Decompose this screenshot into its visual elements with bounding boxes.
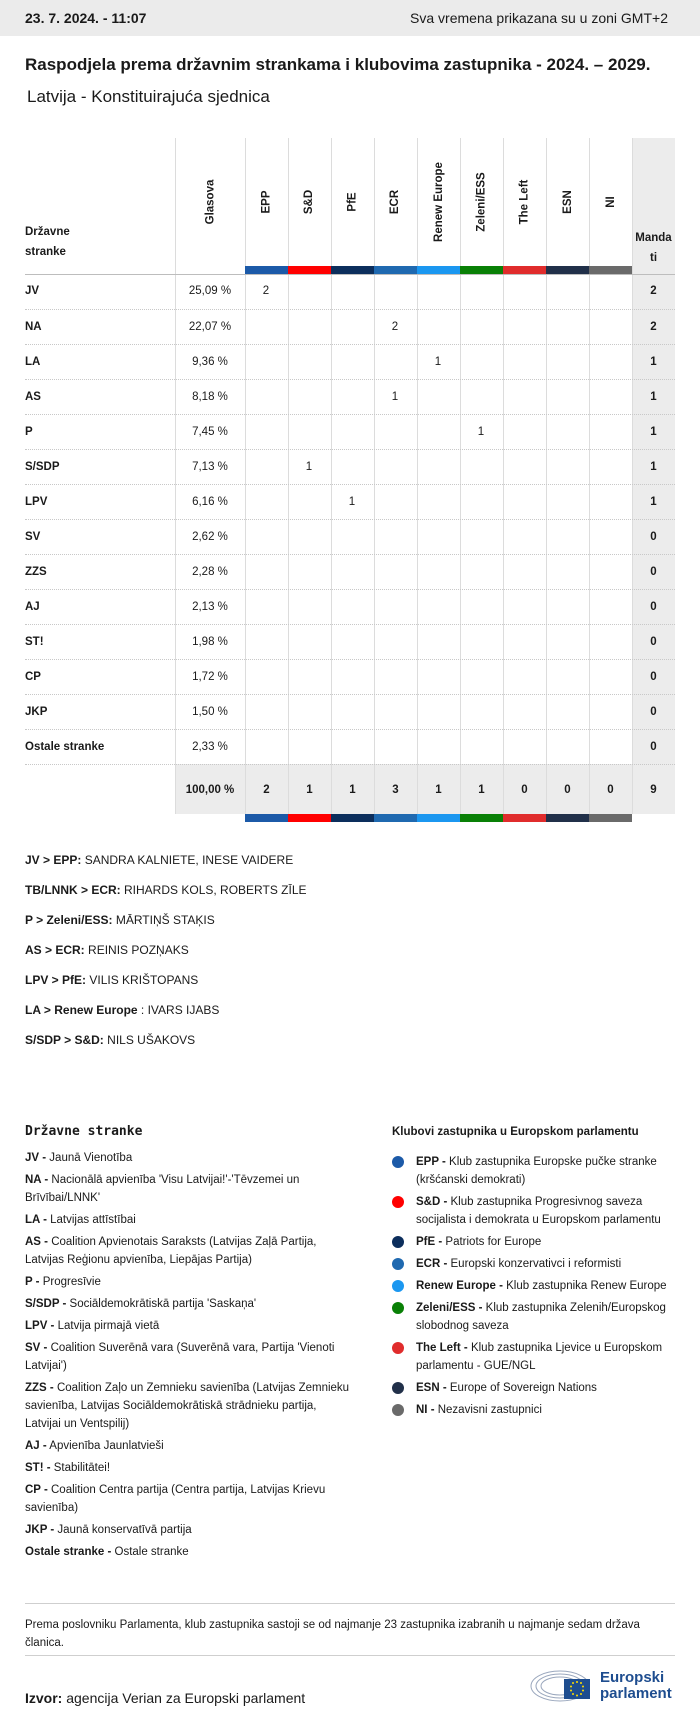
group-legend-item [392, 1401, 677, 1419]
group-header [503, 138, 546, 266]
group-legend-text [416, 1233, 541, 1251]
table-row [25, 274, 675, 309]
mep-entry [25, 852, 307, 882]
party-legend-abbr: JKP - [25, 1524, 55, 1536]
party-legend-name: Nacionālā apvienība 'Visu Latvijai!'-'Tēvzemei un Brīvībai/LNNK' [25, 1174, 300, 1204]
group-legend-name: Europe of Sovereign Nations [449, 1382, 597, 1394]
party-legend-item [25, 1521, 355, 1539]
mep-entry [25, 912, 307, 942]
group-legend-abbr: EPP - [416, 1156, 446, 1168]
mep-names: RIHARDS KOLS, ROBERTS ZĪLE [124, 883, 307, 897]
group-header [245, 138, 288, 266]
group-legend-abbr: Renew Europe - [416, 1280, 503, 1292]
mep-affiliation: LA > Renew Europe [25, 1003, 138, 1017]
mep-entry [25, 882, 307, 912]
party-legend-name: Coalition Apvienotais Saraksts (Latvijas Zaļā Partija, Latvijas Reģionu apvienība, Liepājas Partija) [25, 1236, 317, 1266]
party-legend-title: Državne stranke [25, 1124, 143, 1139]
table-row [25, 309, 675, 344]
group-legend-item [392, 1153, 677, 1189]
group-header [417, 138, 460, 266]
table-row [25, 729, 675, 764]
group-legend-abbr: S&D - [416, 1196, 448, 1208]
group-color-bar-bottom [417, 814, 460, 822]
party-legend-item [25, 1379, 355, 1433]
party-abbr: LA [25, 356, 41, 368]
group-color-dot-icon [392, 1156, 404, 1168]
group-seat-count: 2 [391, 321, 399, 333]
mep-names: MĀRTIŅŠ STAĶIS [115, 913, 215, 927]
seats-header: Manda ti [635, 232, 672, 264]
party-legend-item [25, 1233, 355, 1269]
group-legend-abbr: NI - [416, 1404, 435, 1416]
vote-share: 25,09 % [188, 285, 232, 297]
party-legend-item [25, 1273, 355, 1291]
group-color-bar [288, 266, 331, 274]
total-seats: 9 [650, 784, 657, 796]
ep-logo-icon [530, 1667, 596, 1705]
group-legend-text [416, 1379, 597, 1397]
mep-names: REINIS POZŅAKS [88, 943, 189, 957]
party-legend-name: Stabilitātei! [53, 1462, 111, 1474]
group-color-bar-bottom [288, 814, 331, 822]
group-legend-item [392, 1193, 677, 1229]
party-legend-abbr: S/SDP - [25, 1298, 67, 1310]
group-total: 1 [478, 784, 485, 796]
group-legend-name: Klub zastupnika Renew Europe [506, 1280, 667, 1292]
group-color-dot-icon [392, 1382, 404, 1394]
party-abbr: JKP [25, 706, 48, 718]
vote-share: 9,36 % [192, 356, 228, 368]
timezone-note: Sva vremena prikazana su u zoni GMT+2 [410, 10, 668, 26]
party-abbr: AJ [25, 601, 40, 613]
party-abbr: JV [25, 285, 40, 297]
group-total: 0 [521, 784, 528, 796]
party-legend-abbr: AS - [25, 1236, 48, 1248]
logo-line2: parlament [600, 1685, 672, 1702]
party-legend-item [25, 1481, 355, 1517]
party-legend-abbr: CP - [25, 1484, 48, 1496]
party-legend-abbr: Ostale stranke - [25, 1546, 112, 1558]
group-legend-text [416, 1299, 677, 1335]
group-total: 0 [564, 784, 571, 796]
group-legend-title: Klubovi zastupnika u Europskom parlamentu [392, 1126, 639, 1138]
party-legend-item [25, 1459, 355, 1477]
group-seat-count: 1 [348, 496, 356, 508]
group-header [331, 138, 374, 266]
logo-line1: Europski [600, 1669, 665, 1686]
seat-total: 0 [650, 566, 657, 578]
group-legend-abbr: ECR - [416, 1258, 448, 1270]
group-color-bar [245, 266, 288, 274]
group-header-label: Zeleni/ESS [475, 172, 488, 232]
source-text: agencija Verian za Europski parlament [66, 1690, 306, 1706]
party-legend-item [25, 1149, 355, 1167]
vote-share: 8,18 % [192, 391, 228, 403]
group-legend-name: Nezavisni zastupnici [437, 1404, 542, 1416]
group-color-bar [460, 266, 503, 274]
party-legend-abbr: LPV - [25, 1320, 55, 1332]
seat-total: 1 [650, 461, 657, 473]
seat-total: 1 [650, 496, 657, 508]
group-legend-text [416, 1401, 542, 1419]
group-color-bar [589, 266, 632, 274]
group-header-label: NI [604, 196, 617, 208]
group-legend-item [392, 1299, 677, 1335]
footnote: Prema poslovniku Parlamenta, klub zastupnika sastoji se od najmanje 23 zastupnika izabranih u najmanje sedam država članica. [25, 1603, 675, 1656]
page-title: Raspodjela prema državnim strankama i klubovima zastupnika - 2024. – 2029. [25, 55, 651, 74]
group-color-dot-icon [392, 1258, 404, 1270]
mep-names: VILIS KRIŠTOPANS [89, 973, 199, 987]
group-color-bar-bottom [245, 814, 288, 822]
group-legend-name: Klub zastupnika Europske pučke stranke (kršćanski demokrati) [416, 1156, 657, 1186]
vote-share: 22,07 % [188, 321, 232, 333]
party-abbr: NA [25, 321, 42, 333]
party-legend-name: Ostale stranke [114, 1546, 189, 1558]
total-votes: 100,00 % [185, 784, 235, 796]
group-seat-count: 2 [262, 285, 270, 297]
group-legend [392, 1123, 677, 1423]
vote-share: 1,98 % [192, 636, 228, 648]
table-row [25, 659, 675, 694]
group-color-bar-bottom [331, 814, 374, 822]
table-row [25, 519, 675, 554]
group-color-bar [374, 266, 417, 274]
party-legend-name: Coalition Centra partija (Centra partija, Latvijas Krievu savienība) [25, 1484, 326, 1514]
vote-share: 2,33 % [192, 741, 228, 753]
top-bar [0, 0, 700, 36]
group-color-dot-icon [392, 1196, 404, 1208]
party-legend-name: Latvijas attīstībai [50, 1214, 136, 1226]
party-legend [25, 1123, 355, 1565]
group-legend-name: Klub zastupnika Ljevice u Europskom parlamentu - GUE/NGL [416, 1342, 663, 1372]
vote-share: 7,13 % [192, 461, 228, 473]
party-legend-name: Sociāldemokrātiskā partija 'Saskaņa' [69, 1298, 257, 1310]
party-legend-item [25, 1317, 355, 1335]
group-legend-abbr: Zeleni/ESS - [416, 1302, 483, 1314]
party-legend-name: Jaunā Vienotība [49, 1152, 133, 1164]
party-legend-item [25, 1295, 355, 1313]
seat-total: 0 [650, 741, 657, 753]
group-seat-count: 1 [305, 461, 313, 473]
seat-total: 0 [650, 671, 657, 683]
group-total: 2 [263, 784, 270, 796]
group-legend-text [416, 1277, 667, 1295]
group-header [288, 138, 331, 266]
group-header [460, 138, 503, 266]
party-legend-abbr: SV - [25, 1342, 48, 1354]
timestamp: 23. 7. 2024. - 11:07 [25, 10, 147, 26]
group-legend-abbr: PfE - [416, 1236, 443, 1248]
table-row [25, 414, 675, 449]
party-legend-name: Coalition Zaļo un Zemnieku savienība (Latvijas Zemnieku savienība, Latvijas Sociāldemokrātiskā strādnieku partija, Latvijai un Ventspilij) [25, 1382, 350, 1430]
table-row [25, 449, 675, 484]
source-label: Izvor: [25, 1690, 63, 1706]
seat-total: 1 [650, 391, 657, 403]
group-legend-name: Europski konzervativci i reformisti [450, 1258, 622, 1270]
group-legend-name: Klub zastupnika Zelenih/Europskog slobodnog saveza [416, 1302, 666, 1332]
party-legend-name: Jaunā konservatīvā partija [57, 1524, 192, 1536]
group-header-label: ESN [561, 190, 574, 214]
group-color-dot-icon [392, 1280, 404, 1292]
group-total: 1 [349, 784, 356, 796]
seat-total: 2 [650, 321, 657, 333]
party-legend-item [25, 1171, 355, 1207]
group-seat-count: 1 [434, 356, 442, 368]
mep-entry [25, 942, 307, 972]
mep-affiliation: S/SDP > S&D: [25, 1033, 104, 1047]
seat-total: 0 [650, 636, 657, 648]
mep-affiliation: P > Zeleni/ESS: [25, 913, 113, 927]
mep-entry [25, 972, 307, 1002]
party-abbr: S/SDP [25, 461, 60, 473]
group-seat-count: 1 [477, 426, 485, 438]
total-row [25, 764, 675, 814]
group-color-dot-icon [392, 1342, 404, 1354]
party-legend-item [25, 1211, 355, 1229]
results-table [25, 138, 675, 814]
group-color-bar [503, 266, 546, 274]
source [25, 1690, 305, 1706]
party-legend-name: Progresīvie [42, 1276, 101, 1288]
group-color-dot-icon [392, 1236, 404, 1248]
ep-logo [530, 1666, 680, 1706]
group-color-dot-icon [392, 1404, 404, 1416]
party-legend-abbr: ZZS - [25, 1382, 54, 1394]
party-legend-item [25, 1437, 355, 1455]
group-header-label: PfE [346, 192, 359, 212]
seat-total: 2 [650, 285, 657, 297]
table-row [25, 379, 675, 414]
mep-affiliation: AS > ECR: [25, 943, 85, 957]
party-legend-item [25, 1339, 355, 1375]
vote-share: 6,16 % [192, 496, 228, 508]
seat-total: 0 [650, 601, 657, 613]
party-legend-abbr: P - [25, 1276, 40, 1288]
party-legend-name: Coalition Suverēnā vara (Suverēnā vara, Partija 'Vienoti Latvijai') [25, 1342, 335, 1372]
vote-share: 1,72 % [192, 671, 228, 683]
table-row [25, 624, 675, 659]
group-color-bar [417, 266, 460, 274]
party-legend-abbr: NA - [25, 1174, 49, 1186]
group-seat-count: 1 [391, 391, 399, 403]
row-header: Državne stranke [25, 226, 70, 258]
party-legend-item [25, 1543, 355, 1561]
party-abbr: ZZS [25, 566, 47, 578]
seat-total: 0 [650, 706, 657, 718]
mep-names: NILS UŠAKOVS [107, 1033, 196, 1047]
group-total: 3 [392, 784, 399, 796]
mep-affiliation: JV > EPP: [25, 853, 82, 867]
group-header [589, 138, 632, 266]
group-header [546, 138, 589, 266]
votes-header [175, 138, 245, 266]
party-legend-abbr: LA - [25, 1214, 47, 1226]
group-legend-text [416, 1193, 677, 1229]
group-legend-text [416, 1255, 621, 1273]
group-legend-item [392, 1277, 677, 1295]
group-header-label: EPP [260, 190, 273, 214]
vote-share: 1,50 % [192, 706, 228, 718]
vote-share: 2,13 % [192, 601, 228, 613]
group-color-bar-bottom [374, 814, 417, 822]
party-legend-name: Apvienība Jaunlatvieši [49, 1440, 164, 1452]
mep-list [25, 852, 307, 1062]
group-legend-item [392, 1255, 677, 1273]
mep-entry [25, 1032, 307, 1062]
party-abbr: LPV [25, 496, 48, 508]
group-color-bar [546, 266, 589, 274]
party-abbr: Ostale stranke [25, 741, 105, 753]
group-color-dot-icon [392, 1302, 404, 1314]
vote-share: 7,45 % [192, 426, 228, 438]
page-subtitle: Latvija - Konstituirajuća sjednica [27, 87, 270, 106]
party-legend-abbr: JV - [25, 1152, 47, 1164]
vote-share: 2,28 % [192, 566, 228, 578]
group-color-bar-bottom [460, 814, 503, 822]
group-total: 0 [607, 784, 614, 796]
group-legend-abbr: ESN - [416, 1382, 447, 1394]
group-header [374, 138, 417, 266]
group-legend-item [392, 1339, 677, 1375]
mep-names: : IVARS IJABS [140, 1003, 220, 1017]
party-legend-abbr: AJ - [25, 1440, 47, 1452]
mep-entry [25, 1002, 307, 1032]
mep-names: SANDRA KALNIETE, INESE VAIDERE [84, 853, 294, 867]
group-header-label: ECR [389, 189, 402, 215]
party-legend-abbr: ST! - [25, 1462, 51, 1474]
party-abbr: AS [25, 391, 41, 403]
seat-total: 0 [650, 531, 657, 543]
group-legend-text [416, 1339, 677, 1375]
seat-total: 1 [650, 356, 657, 368]
votes-header-label: Glasova [204, 179, 216, 225]
table-row [25, 344, 675, 379]
group-legend-name: Patriots for Europe [445, 1236, 542, 1248]
mep-affiliation: TB/LNNK > ECR: [25, 883, 121, 897]
group-color-bar-bottom [503, 814, 546, 822]
party-legend-name: Latvija pirmajā vietā [57, 1320, 160, 1332]
group-color-bar-bottom [546, 814, 589, 822]
table-row [25, 694, 675, 729]
group-legend-item [392, 1233, 677, 1251]
group-legend-name: Klub zastupnika Progresivnog saveza socijalista i demokrata u Europskom parlamentu [416, 1196, 661, 1226]
table-row [25, 589, 675, 624]
group-legend-text [416, 1153, 677, 1189]
group-color-bar-bottom [589, 814, 632, 822]
group-header-label: Renew Europe [432, 162, 445, 242]
party-abbr: P [25, 426, 33, 438]
group-total: 1 [306, 784, 313, 796]
group-total: 1 [435, 784, 442, 796]
party-abbr: CP [25, 671, 41, 683]
group-header-label: The Left [518, 179, 531, 225]
group-color-bar [331, 266, 374, 274]
party-abbr: ST! [25, 636, 44, 648]
vote-share: 2,62 % [192, 531, 228, 543]
table-row [25, 554, 675, 589]
party-abbr: SV [25, 531, 41, 543]
group-header-label: S&D [303, 189, 316, 215]
group-legend-item [392, 1379, 677, 1397]
group-legend-abbr: The Left - [416, 1342, 468, 1354]
seat-total: 1 [650, 426, 657, 438]
mep-affiliation: LPV > PfE: [25, 973, 87, 987]
table-row [25, 484, 675, 519]
